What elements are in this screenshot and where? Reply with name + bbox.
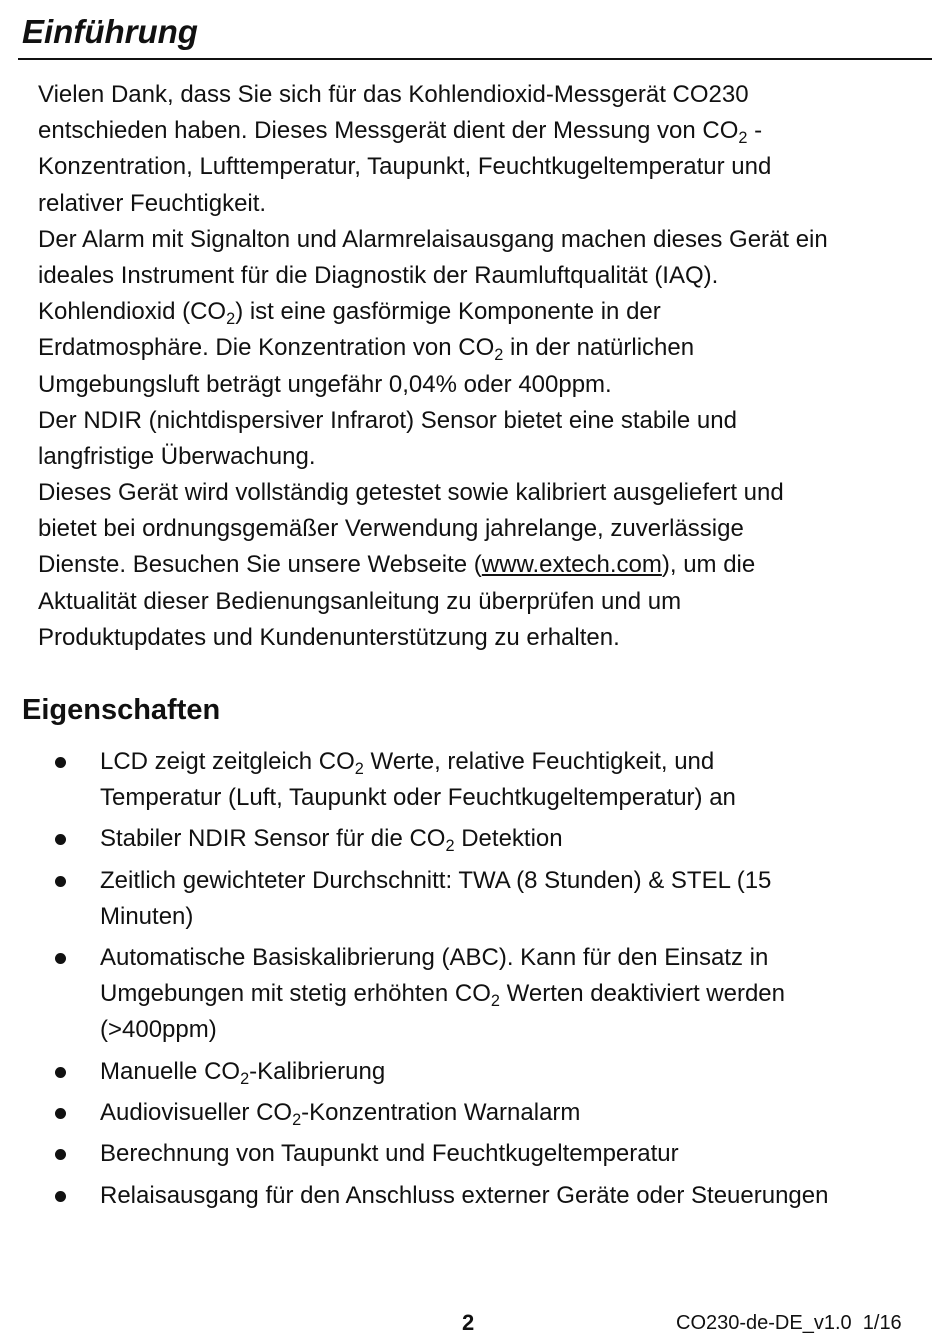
intro-line: Produktupdates und Kundenunterstützung zu erhalten.	[38, 623, 620, 651]
bullet-icon	[55, 953, 66, 964]
bullet-icon	[55, 1067, 66, 1078]
page-number: 2	[462, 1310, 475, 1335]
intro-paragraph	[38, 77, 938, 656]
intro-line: relativer Feuchtigkeit.	[38, 189, 267, 217]
intro-line: Der Alarm mit Signalton und Alarmrelaisausgang machen dieses Gerät ein	[38, 225, 828, 253]
intro-line: Dienste. Besuchen Sie unsere Webseite (www.extech.com), um die	[38, 551, 756, 579]
intro-line: Kohlendioxid $(CO_2)$ ist eine gasförmige Komponente in der	[38, 298, 661, 329]
bullet-icon	[55, 1149, 66, 1160]
intro-line: Konzentration, Lufttemperatur, Taupunkt, Feuchtkugeltemperatur und	[38, 153, 772, 181]
intro-line: Erdatmosphäre. Die Konzentration von $CO_2$ in der natürlichen	[38, 334, 695, 365]
intro-line: ideales Instrument für die Diagnostik der Raumluftqualität (IAQ).	[38, 261, 719, 289]
document-code: CO230-de-DE_v1.0 1/16	[676, 1312, 902, 1334]
website-link[interactable]: www.extech.com	[481, 551, 662, 579]
intro-line: Umgebungsluft beträgt ungefähr 0,04% oder 400ppm.	[38, 370, 612, 398]
intro-line: Vielen Dank, dass Sie sich für das Kohlendioxid-Messgerät CO230	[38, 81, 749, 108]
bullet-icon	[55, 1191, 66, 1202]
section-title-eigenschaften: Eigenschaften	[22, 694, 221, 726]
title-divider	[18, 58, 932, 60]
intro-line: entschieden haben. Dieses Messgerät dient der Messung von $CO_2$ -	[38, 117, 763, 148]
bullet-icon	[55, 834, 66, 845]
bullet-icon	[55, 757, 66, 768]
section-title-einfuehrung: Einführung	[22, 13, 198, 50]
intro-line: Dieses Gerät wird vollständig getestet sowie kalibriert ausgeliefert und	[38, 479, 784, 507]
bullet-icon	[55, 1108, 66, 1119]
intro-line: Aktualität dieser Bedienungsanleitung zu überprüfen und um	[38, 587, 682, 615]
intro-line: bietet bei ordnungsgemäßer Verwendung jahrelange, zuverlässige	[38, 515, 744, 543]
intro-line: Der NDIR (nichtdispersiver Infrarot) Sensor bietet eine stabile und	[38, 406, 737, 434]
intro-line: langfristige Überwachung.	[38, 442, 316, 470]
bullet-icon	[55, 876, 66, 887]
